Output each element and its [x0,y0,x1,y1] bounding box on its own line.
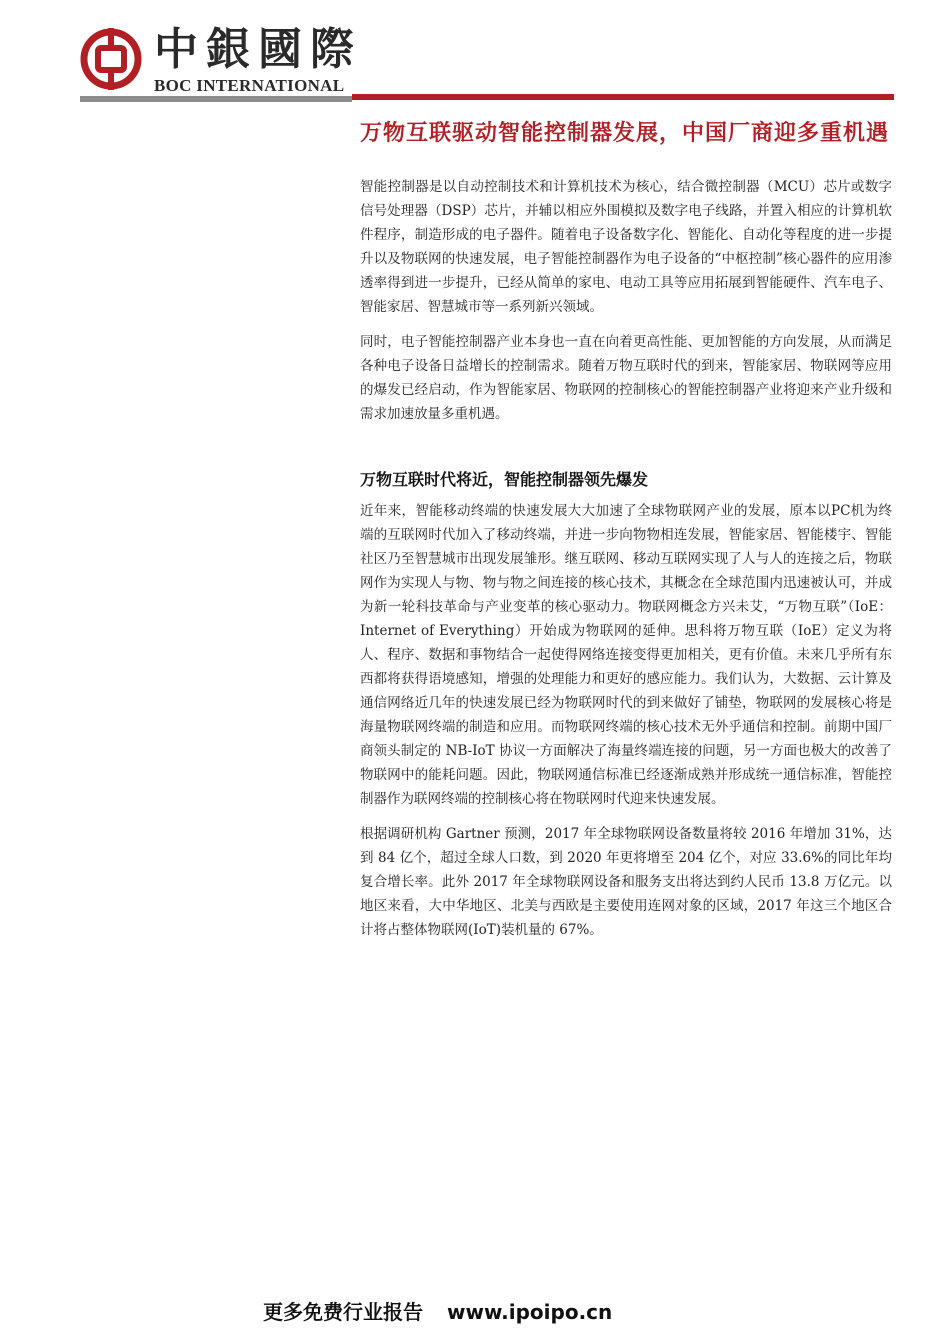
article-body [360,114,892,942]
article-title: 万物互联驱动智能控制器发展，中国厂商迎多重机遇 [360,120,890,146]
section-heading: 万物互联时代将近，智能控制器领先爆发 [360,470,649,489]
footer-promo [263,1296,612,1325]
header-red-rule [352,94,894,100]
footer-promo-text: 更多免费行业报告 [263,1300,423,1324]
intro-paragraph-1: 智能控制器是以自动控制技术和计算机技术为核心，结合微控制器（MCU）芯片或数字信号处理器（DSP）芯片，并辅以相应外围模拟及数字电子线路，并置入相应的计算机软件程序，制造形成的电子器件。随着电子设备数字化、智能化、自动化等程度的进一步提升以及物联网的快速发展，电子智能控制器作为电子设备的“中枢控制”核心器件的应用渗透率得到进一步提升，已经从简单的家电、电动工具等应用拓展到智能硬件、汽车电子、智能家居、智慧城市等一系列新兴领域。 [360,179,892,315]
header-gray-rule [80,96,352,102]
boc-international-logo [80,24,362,100]
logo-english-name: BOC INTERNATIONAL [154,76,345,95]
intro-paragraph-2: 同时，电子智能控制器产业本身也一直在向着更高性能、更加智能的方向发展，从而满足各种电子设备日益增长的控制需求。随着万物互联时代的到来，智能家居、物联网等应用的爆发已经启动，作为智能家居、物联网的控制核心的智能控制器产业将迎来产业升级和需求加速放量多重机遇。 [360,334,892,422]
section-paragraph-2: 根据调研机构 Gartner 预测，2017 年全球物联网设备数量将较 2016 年增加 31%，达到 84 亿个，超过全球人口数，到 2020 年更将增至 204 亿个，对应 33.6%的同比年均复合增长率。此外 2017 年全球物联网设备和服务支出将达到约人民币 13.8 万亿元。以地区来看，大中华地区、北美与西欧是主要使用连网对象的区域，2017 年这三个地区合计将占整体物联网(IoT)装机量的 67%。 [360,826,892,938]
boc-logo-icon [80,28,142,90]
logo-chinese-name: 中銀國際 [154,24,362,75]
footer-url-link[interactable]: www.ipoipo.cn [447,1300,613,1324]
section-paragraph-1: 近年来，智能移动终端的快速发展大大加速了全球物联网产业的发展，原本以PC机为终端的互联网时代加入了移动终端，并进一步向物物相连发展，智能家居、智能楼宇、智能社区乃至智慧城市出现发展雏形。继互联网、移动互联网实现了人与人的连接之后，物联网作为实现人与物、物与物之间连接的核心技术，其概念在全球范围内迅速被认可，并成为新一轮科技革命与产业变革的核心驱动力。物联网概念方兴未艾，“万物互联”（IoE：Internet of Everything）开始成为物联网的延伸。思科将万物互联（IoE）定义为将人、程序、数据和事物结合一起使得网络连接变得更加相关，更有价值。未来几乎所有东西都将获得语境感知，增强的处理能力和更好的感应能力。我们认为，大数据、云计算及通信网络近几年的快速发展已经为物联网时代的到来做好了铺垫，物联网的发展核心将是海量物联网终端的制造和应用。而物联网终端的核心技术无外乎通信和控制。前期中国厂商领头制定的 NB-IoT 协议一方面解决了海量终端连接的问题，另一方面也极大的改善了物联网中的能耗问题。因此，物联网通信标准已经逐渐成熟并形成统一通信标准，智能控制器作为联网终端的控制核心将在物联网时代迎来快速发展。 [360,503,892,807]
